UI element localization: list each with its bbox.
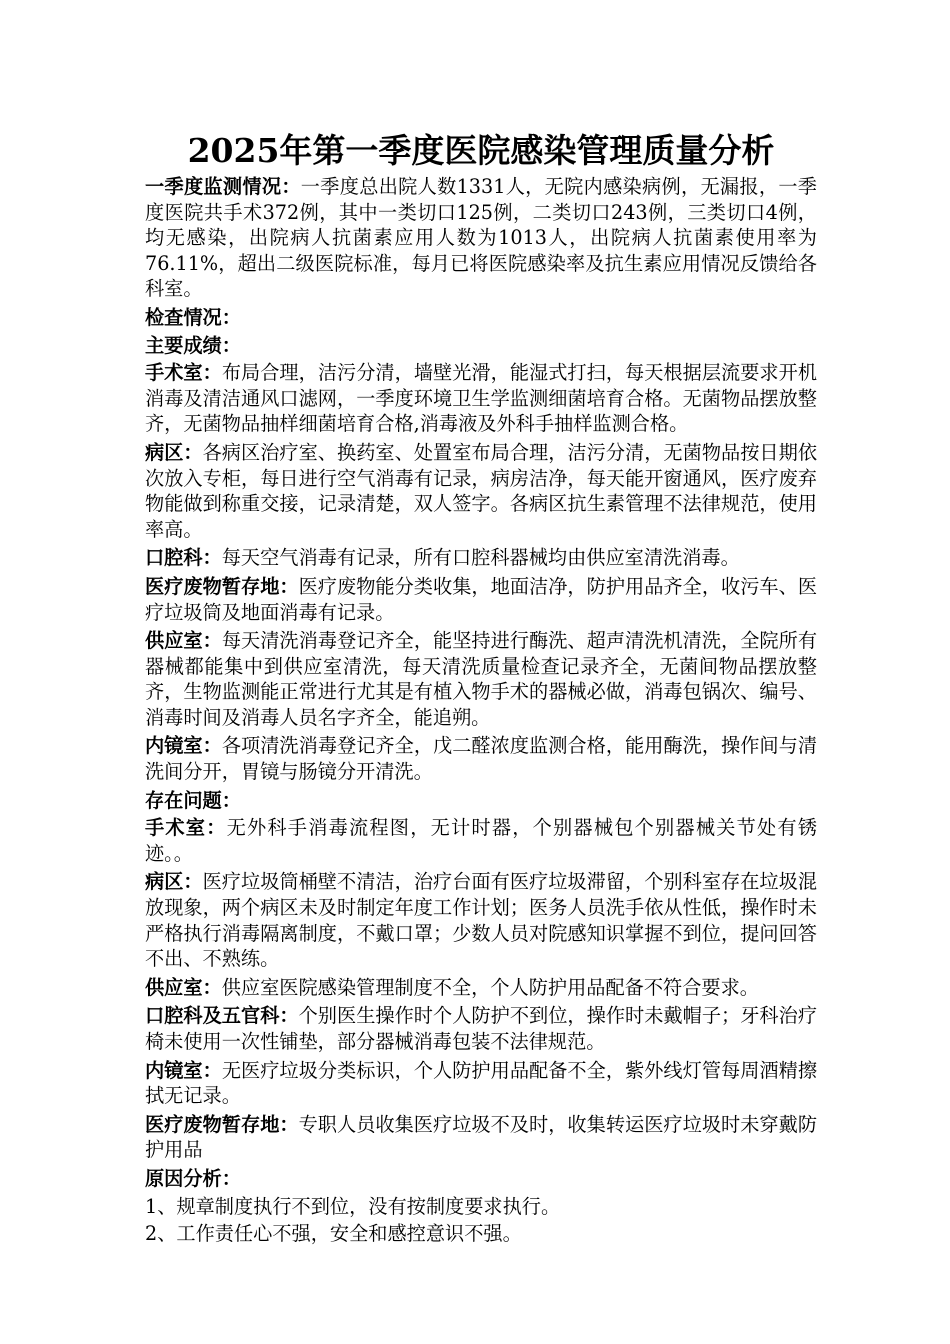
achievements-heading: 主要成绩：	[145, 333, 241, 357]
problem-label: 供应室：	[145, 975, 222, 999]
problem-label: 口腔科及五官科：	[145, 1004, 299, 1028]
cause-item: 2、工作责任心不强，安全和感控意识不强。	[145, 1222, 522, 1246]
problem-label: 手术室：	[145, 816, 227, 840]
achievement-item	[145, 440, 817, 542]
achievement-label: 内镜室：	[145, 734, 222, 758]
problem-label: 医疗废物暂存地：	[145, 1112, 299, 1136]
problem-item	[145, 815, 817, 866]
problem-text: 专职人员收集医疗垃圾不及时，收集转运医疗垃圾时未穿戴防护用品	[145, 1112, 818, 1162]
problem-item	[145, 1058, 817, 1109]
achievement-item	[145, 360, 817, 437]
achievement-text: 医疗废物能分类收集，地面洁净，防护用品齐全，收污车、医疗垃圾筒及地面消毒有记录。	[145, 574, 818, 624]
problem-label: 内镜室：	[145, 1058, 222, 1082]
monitoring-label: 一季度监测情况：	[145, 175, 301, 198]
achievement-label: 医疗废物暂存地：	[145, 574, 299, 598]
achievement-label: 供应室：	[145, 629, 222, 653]
document-title: 2025年第一季度医院感染管理质量分析	[187, 131, 775, 170]
achievement-text: 每天清洗消毒登记齐全，能坚持进行酶洗、超声清洗机清洗，全院所有器械都能集中到供应室清洗，每天清洗质量检查记录齐全，无菌间物品摆放整齐，生物监测能正常进行尤其是有植入物手术的器械必做，消毒包锅次、编号、消毒时间及消毒人员名字齐全，能追朔。	[145, 629, 818, 729]
problems-heading: 存在问题：	[145, 788, 241, 812]
achievement-text: 布局合理，洁污分清，墙壁光滑，能湿式打扫，每天根据层流要求开机消毒及清洁通风口滤网，一季度环境卫生学监测细菌培育合格。无菌物品摆放整齐，无菌物品抽样细菌培育合格,消毒液及外科手抽样监测合格。	[145, 361, 818, 436]
problem-text: 供应室医院感染管理制度不全，个人防护用品配备不符合要求。	[221, 975, 759, 999]
achievement-item	[145, 545, 817, 571]
document-body	[145, 174, 817, 1247]
monitoring-text: 一季度总出院人数1331人，无院内感染病例，无漏报，一季度医院共手术372例，其中一类切口125例，二类切口243例，三类切口4例，均无感染，出院病人抗菌素应用人数为1013人，出院病人抗菌素使用率为76.11%，超出二级医院标准，每月已将医院感染率及抗生素应用情况反馈给各科室。	[145, 175, 817, 301]
achievement-label: 手术室：	[145, 361, 222, 385]
problem-text: 个别医生操作时个人防护不到位，操作时未戴帽子；牙科治疗椅未使用一次性铺垫，部分器械消毒包装不法律规范。	[145, 1004, 818, 1053]
causes-heading: 原因分析：	[145, 1166, 241, 1190]
problem-label: 病区：	[145, 870, 203, 894]
achievement-text: 各项清洗消毒登记齐全，戊二醛浓度监测合格，能用酶洗，操作间与清洗间分开，胃镜与肠镜分开清洗。	[145, 734, 818, 784]
monitoring-paragraph	[145, 174, 817, 302]
achievement-label: 病区：	[145, 440, 203, 464]
achievement-item	[145, 574, 817, 625]
achievement-text: 每天空气消毒有记录，所有口腔科器械均由供应室清洗消毒。	[221, 546, 740, 570]
achievement-text: 各病区治疗室、换药室、处置室布局合理，洁污分清，无菌物品按日期依次放入专柜，每日进行空气消毒有记录，病房洁净，每天能开窗通风，医疗废弃物能做到称重交接，记录清楚，双人签字。各病区抗生素管理不法律规范，使用率高。	[145, 440, 818, 541]
problem-item	[145, 1003, 817, 1054]
achievement-label: 口腔科：	[145, 546, 222, 570]
achievement-item	[145, 628, 817, 730]
inspection-heading: 检查情况：	[145, 305, 241, 329]
problem-text: 无外科手消毒流程图，无计时器，个别器械包个别器械关节处有锈迹。。	[145, 816, 818, 865]
achievement-item	[145, 733, 817, 784]
problem-item	[145, 975, 817, 1001]
problem-item	[145, 869, 817, 971]
problem-text: 无医疗垃圾分类标识，个人防护用品配备不全，紫外线灯管每周酒精擦拭无记录。	[145, 1058, 818, 1108]
problem-item	[145, 1112, 817, 1163]
document-page	[145, 128, 817, 1249]
cause-item: 1、规章制度执行不到位，没有按制度要求执行。	[145, 1194, 561, 1218]
problem-text: 医疗垃圾筒桶壁不清洁，治疗台面有医疗垃圾滞留，个别科室存在垃圾混放现象，两个病区未及时制定年度工作计划；医务人员洗手依从性低，操作时未严格执行消毒隔离制度，不戴口罩；少数人员对院感知识掌握不到位，提问回答不出、不熟练。	[145, 870, 818, 971]
